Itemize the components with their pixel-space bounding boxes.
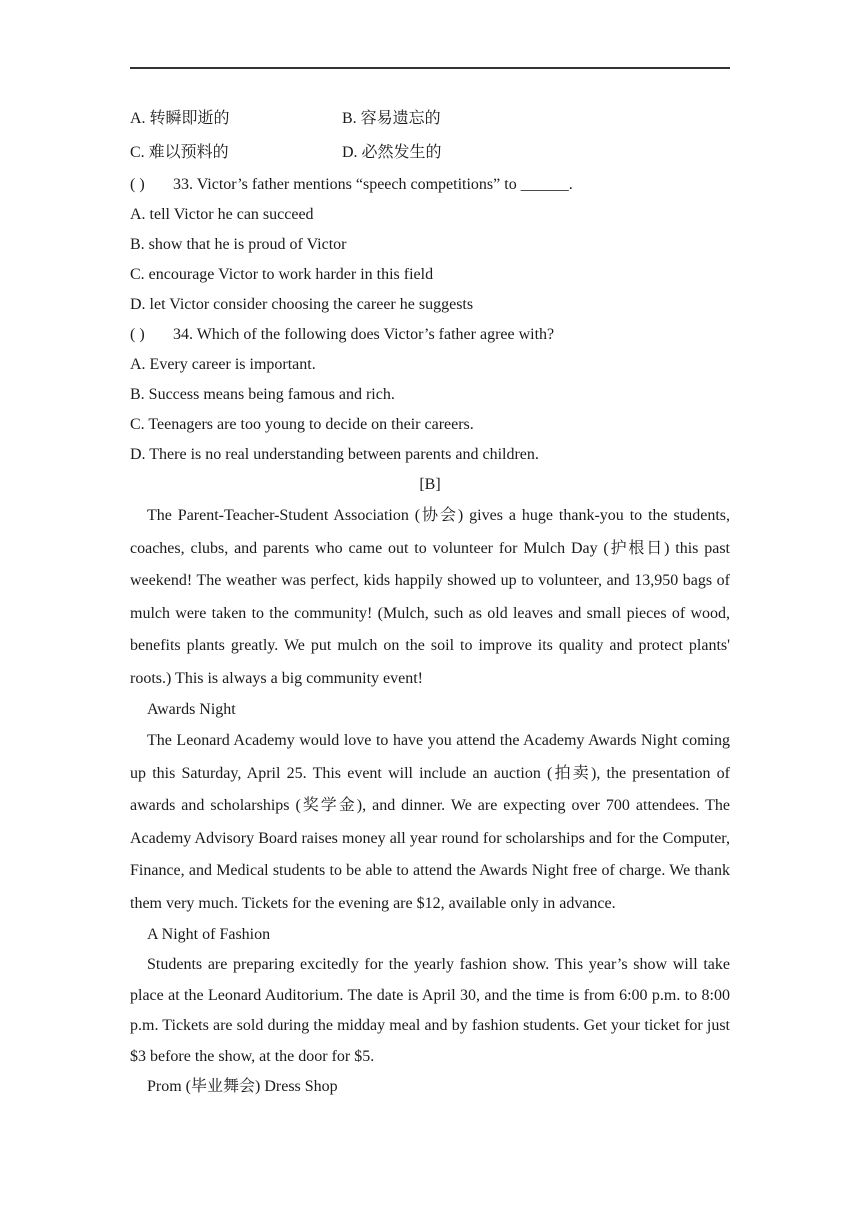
q34-option-b: B. Success means being famous and rich. bbox=[130, 386, 395, 403]
q34-option-d: D. There is no real understanding between parents and children. bbox=[130, 446, 539, 463]
q33-option-b: B. show that he is proud of Victor bbox=[130, 236, 347, 253]
q33-stem bbox=[130, 170, 730, 200]
awards-night-paragraph: The Leonard Academy would love to have you attend the Academy Awards Night coming up this Saturday, April 25. This event will include an auction (拍卖), the presentation of awards and scholarships (奖学金), and dinner. We are expecting over 700 attendees. The Academy Advisory Board raises money all year round for scholarships and for the Computer, Finance, and Medical students to be able to attend the Awards Night free of charge. We thank them very much. Tickets for the evening are $12, available only in advance. bbox=[130, 732, 730, 912]
q32-options-row-1 bbox=[130, 102, 730, 136]
q32-option-c: C. 难以预料的 bbox=[130, 144, 229, 161]
awards-night-heading: Awards Night bbox=[147, 701, 236, 718]
section-b-label: [B] bbox=[419, 476, 441, 493]
q34-option-c: C. Teenagers are too young to decide on their careers. bbox=[130, 416, 474, 433]
document-body bbox=[130, 102, 730, 1102]
q34-question-text: 34. Which of the following does Victor’s father agree with? bbox=[173, 326, 555, 343]
q32-option-b: B. 容易遗忘的 bbox=[342, 110, 441, 127]
q32-option-a: A. 转瞬即逝的 bbox=[130, 110, 230, 127]
q32-options-row-2 bbox=[130, 136, 730, 170]
q33-question-text: 33. Victor’s father mentions “speech competitions” to ______. bbox=[173, 176, 573, 193]
q34-stem bbox=[130, 320, 730, 350]
q34-option-a: A. Every career is important. bbox=[130, 356, 316, 373]
prom-dress-shop-heading: Prom (毕业舞会) Dress Shop bbox=[147, 1078, 338, 1095]
fashion-night-heading: A Night of Fashion bbox=[147, 926, 271, 943]
section-b-intro-paragraph: The Parent-Teacher-Student Association (协会) gives a huge thank-you to the students, coaches, clubs, and parents who came out to volunteer for Mulch Day (护根日) this past weekend! The weather was perfect, kids happily showed up to volunteer, and 13,950 bags of mulch were taken to the community! (Mulch, such as old leaves and small pieces of wood, benefits plants greatly. We put mulch on the soil to improve its quality and protect plants' roots.) This is always a big community event! bbox=[130, 507, 730, 687]
fashion-night-paragraph: Students are preparing excitedly for the yearly fashion show. This year’s show will take place at the Leonard Auditorium. The date is April 30, and the time is from 6:00 p.m. to 8:00 p.m. Tickets are sold during the midday meal and by fashion students. Get your ticket for just $3 before the show, at the door for $5. bbox=[130, 956, 730, 1065]
q33-answer-bracket: ( ) bbox=[130, 176, 145, 193]
q34-answer-bracket: ( ) bbox=[130, 326, 145, 343]
header-rule bbox=[130, 67, 730, 69]
q33-option-c: C. encourage Victor to work harder in this field bbox=[130, 266, 434, 283]
q33-option-d: D. let Victor consider choosing the career he suggests bbox=[130, 296, 474, 313]
q32-option-d: D. 必然发生的 bbox=[342, 144, 442, 161]
q33-option-a: A. tell Victor he can succeed bbox=[130, 206, 314, 223]
